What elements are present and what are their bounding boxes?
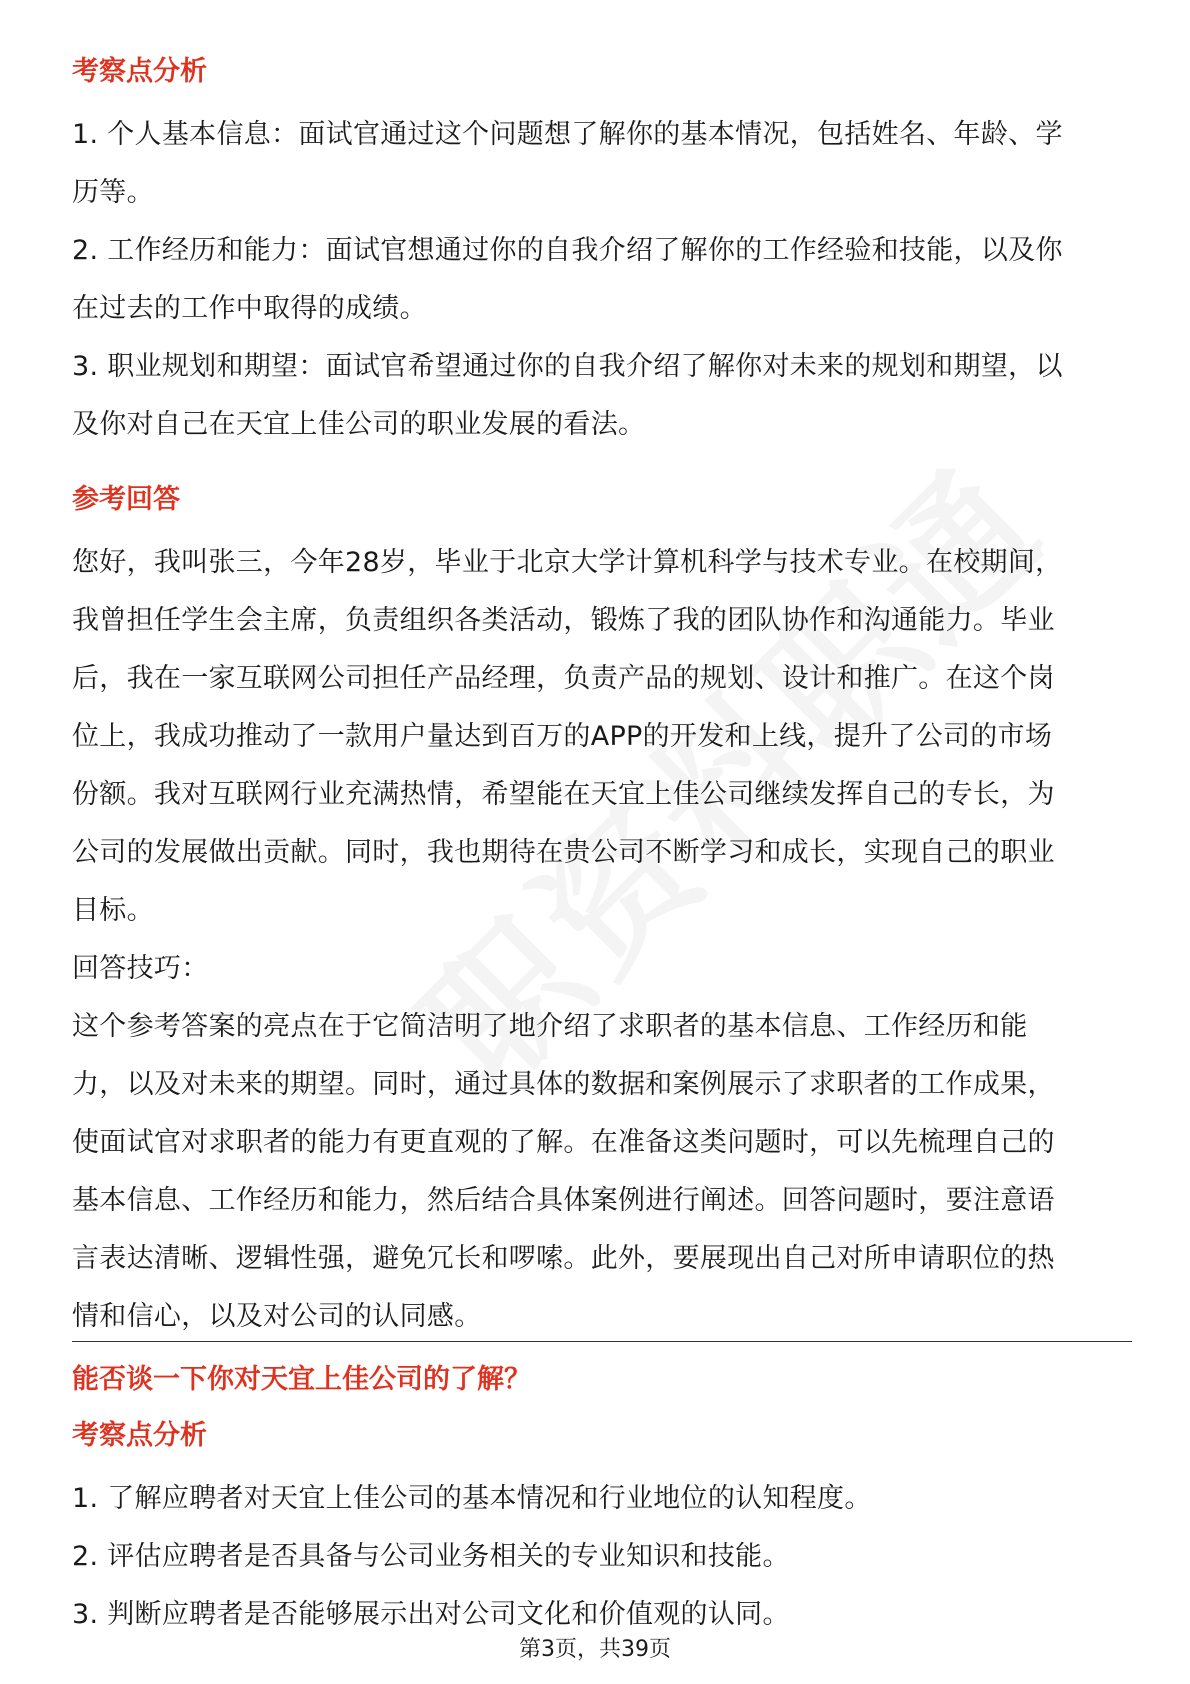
tips-line: 言表达清晰、逻辑性强，避免冗长和啰嗦。此外，要展现出自己对所申请职位的热 [72,1243,1055,1274]
analysis-item-line: 1. 个人基本信息：面试官通过这个问题想了解你的基本情况，包括姓名、年龄、学 [72,119,1063,150]
answer-line: 我曾担任学生会主席，负责组织各类活动，锻炼了我的团队协作和沟通能力。毕业 [72,605,1055,636]
tips-label: 回答技巧： [72,953,209,984]
analysis-heading: 考察点分析 [72,1420,207,1451]
analysis-item-line: 2. 工作经历和能力：面试官想通过你的自我介绍了解你的工作经验和技能，以及你 [72,235,1063,266]
answer-line: 后，我在一家互联网公司担任产品经理，负责产品的规划、设计和推广。在这个岗 [72,663,1055,694]
answer-line: 位上，我成功推动了一款用户量达到百万的APP的开发和上线，提升了公司的市场 [72,721,1053,752]
answer-line: 您好，我叫张三，今年28岁，毕业于北京大学计算机科学与技术专业。在校期间， [72,547,1063,578]
answer-line: 公司的发展做出贡献。同时，我也期待在贵公司不断学习和成长，实现自己的职业 [72,837,1055,868]
answer-line: 份额。我对互联网行业充满热情，希望能在天宜上佳公司继续发挥自己的专长，为 [72,779,1055,810]
tips-line: 基本信息、工作经历和能力，然后结合具体案例进行阐述。回答问题时，要注意语 [72,1185,1055,1216]
answer-line: 目标。 [72,895,154,926]
section-company-knowledge [72,1358,1132,1644]
section-divider [72,1341,1132,1342]
answer-heading: 参考回答 [72,484,180,515]
page-number: 第3页，共39页 [519,1637,671,1662]
tips-line: 情和信心，以及对公司的认同感。 [72,1301,482,1332]
analysis-item-line: 3. 职业规划和期望：面试官希望通过你的自我介绍了解你对未来的规划和期望，以 [72,351,1063,382]
analysis-item-line: 及你对自己在天宜上佳公司的职业发展的看法。 [72,409,646,440]
section-self-introduction [72,50,1132,1346]
tips-line: 力，以及对未来的期望。同时，通过具体的数据和案例展示了求职者的工作成果， [72,1069,1055,1100]
analysis-heading: 考察点分析 [72,56,207,87]
tips-line: 使面试官对求职者的能力有更直观的了解。在准备这类问题时，可以先梳理自己的 [72,1127,1055,1158]
question-heading: 能否谈一下你对天宜上佳公司的了解？ [72,1364,531,1395]
analysis-item-line: 2. 评估应聘者是否具备与公司业务相关的专业知识和技能。 [72,1541,790,1572]
tips-line: 这个参考答案的亮点在于它简洁明了地介绍了求职者的基本信息、工作经历和能 [72,1011,1028,1042]
analysis-item-line: 历等。 [72,177,154,208]
analysis-item-line: 在过去的工作中取得的成绩。 [72,293,427,324]
analysis-item-line: 1. 了解应聘者对天宜上佳公司的基本情况和行业地位的认知程度。 [72,1483,872,1514]
analysis-item-line: 3. 判断应聘者是否能够展示出对公司文化和价值观的认同。 [72,1599,790,1630]
